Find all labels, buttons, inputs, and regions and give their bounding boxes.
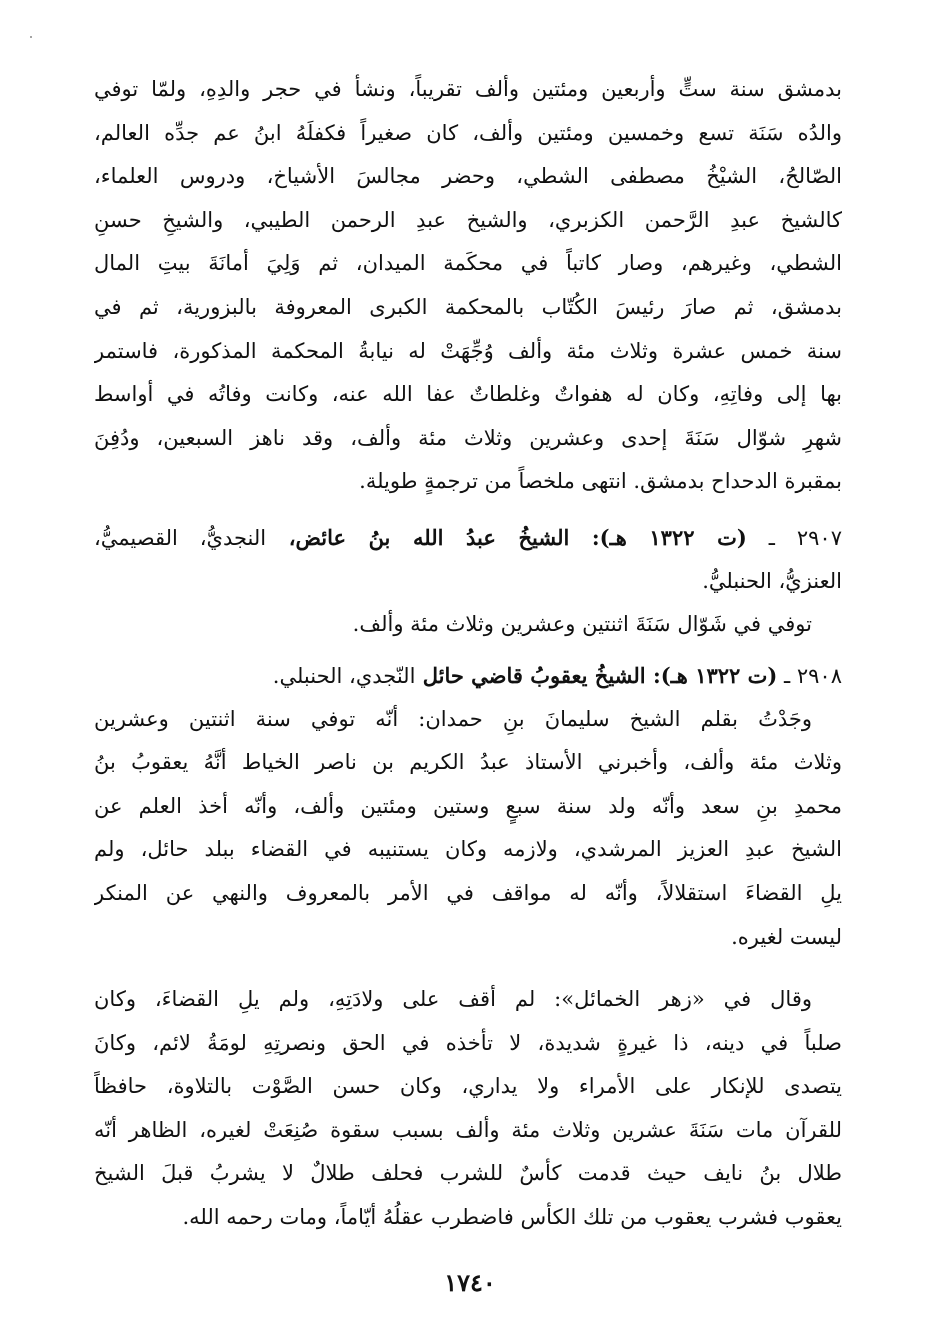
entry-attributes: النّجدي، الحنبلي.	[272, 664, 416, 688]
text-line: طلال بنُ نايف حيث قدمت كأسٌ للشرب فحلف طلالٌ لا يشربُ قبلَ الشيخ	[94, 1161, 842, 1186]
entry-number: ٢٩٠٧ ـ	[746, 526, 842, 550]
text-line: يلِ القضاءَ استقلالاً، وأنّه له مواقف في الأمر بالمعروف والنهي عن المنكر	[94, 880, 842, 905]
text-line: الشطي، وغيرهم، وصار كاتباً في محكَمة الميدان، ثم وَلِيَ أمانَةَ بيتِ المال	[94, 251, 842, 276]
text-line: للقرآن مات سَنَةَ عشرين وثلاث مئة وألف بسبب سقوة صُنِعَتْ لغيره، الظاهر أنّه	[94, 1117, 842, 1142]
entry-name: الشيخُ يعقوبُ قاضي حائل	[415, 663, 646, 688]
text-line: وثلاث مئة وألف، وأخبرني الأستاذ عبدُ الكريم بن ناصر الخياط أنَّهُ يعقوبُ بنُ	[94, 750, 842, 775]
text-line: الصّالحُ، الشيْخُ مصطفى الشطي، وحضر مجالسَ الأشياخ، ودروس العلماء،	[94, 164, 842, 189]
text-line: بدمشق سنة ستٍّ وأربعين ومئتين وألف تقريباً، ونشأ في حجر والدِهِ، ولمّا توفي	[94, 77, 842, 101]
text-line: بها إلى وفاتِهِ، وكان له هفواتٌ وغلطاتٌ عفا الله عنه، وكانت وفاتُه في أواسط	[94, 382, 842, 407]
text-line: ليست لغيره.	[731, 924, 842, 949]
entry-number: ٢٩٠٨ ـ	[777, 664, 842, 688]
text-line: بمقبرة الدحداح بدمشق. انتهى ملخصاً من ترجمةٍ طويلة.	[359, 469, 842, 494]
paragraph-biography-continuation	[94, 68, 842, 504]
entry-attributes-continued: العنزيُّ، الحنبليُّ.	[702, 568, 842, 593]
entry-name: الشيخُ عبدُ الله بنُ عائض،	[266, 525, 570, 550]
scan-speck	[30, 36, 32, 38]
paragraph-zahr-al-khamail	[94, 978, 842, 1240]
text-line: يتصدى للإنكار على الأمراء ولا يداري، وكان حسن الصَّوْت بالتلاوة، حافظاً	[94, 1074, 842, 1099]
entry-2908	[94, 654, 842, 959]
text-line: والدُه سَنَة تسع وخمسين ومئتين وألف، كان صغيراً فكفلَهُ ابنُ عم جدِّه العالم،	[94, 120, 842, 145]
entry-attributes: النجديُّ، القصيميُّ،	[94, 526, 267, 550]
text-line: سنة خمس عشرة وثلاث مئة وألف وُجِّهَتْ له نيابةُ المحكمة المذكورة، فاستمر	[94, 338, 842, 363]
entry-heading	[94, 516, 842, 560]
text-line: الشيخ عبدِ العزيز المرشدي، ولازمه وكان يستنيبه في القضاء ببلد حائل، ولم	[94, 837, 842, 862]
text-line: وجَدْتُ بقلم الشيخ سليمانَ بنِ حمدان: أنّه توفي سنة اثنتين وعشرين	[94, 706, 812, 731]
text-line: صلباً في دينه، ذا غيرةٍ شديدة، لا تأخذه في الحق ونصرتِهِ لومَةُ لائم، وكانَ	[94, 1030, 842, 1055]
text-line: شهرِ شوّال سَنَةَ إحدى وعشرين وثلاث مئة وألف، وقد ناهز السبعين، ودُفِنَ	[94, 425, 842, 450]
entry-body: توفي في شَوّال سَنَةَ اثنتين وعشرين وثلاث مئة وألف.	[352, 612, 812, 637]
text-line: كالشيخ عبدِ الرَّحمن الكزبري، والشيخ عبدِ الرحمن الطيبي، والشيخِ حسنِ	[94, 207, 842, 232]
text-line: بدمشق، ثم صارَ رئيسَ الكُتّاب بالمحكمة الكبرى المعروفة بالبزورية، ثم في	[94, 294, 842, 319]
entry-date: (ت ١٣٢٢ هـ):	[645, 663, 778, 688]
entry-heading	[94, 654, 842, 698]
page-number: ١٧٤٠	[444, 1268, 496, 1297]
text-line: وقال في «زهر الخمائل»: لم أقف على ولادَتِهِ، ولم يلِ القضاءَ، وكان	[94, 987, 812, 1011]
entry-2907	[94, 516, 842, 647]
entry-date: (ت ١٣٢٢ هـ):	[569, 525, 747, 550]
text-line: يعقوب فشرب يعقوب من تلك الكأس فاضطرب عقلُهُ أيّاماً، ومات رحمه الله.	[182, 1204, 842, 1229]
text-line: محمدِ بنِ سعد وأنّه ولد سنة سبعٍ وستين ومئتين وألف، وأنّه أخذ العلم عن	[94, 793, 842, 818]
